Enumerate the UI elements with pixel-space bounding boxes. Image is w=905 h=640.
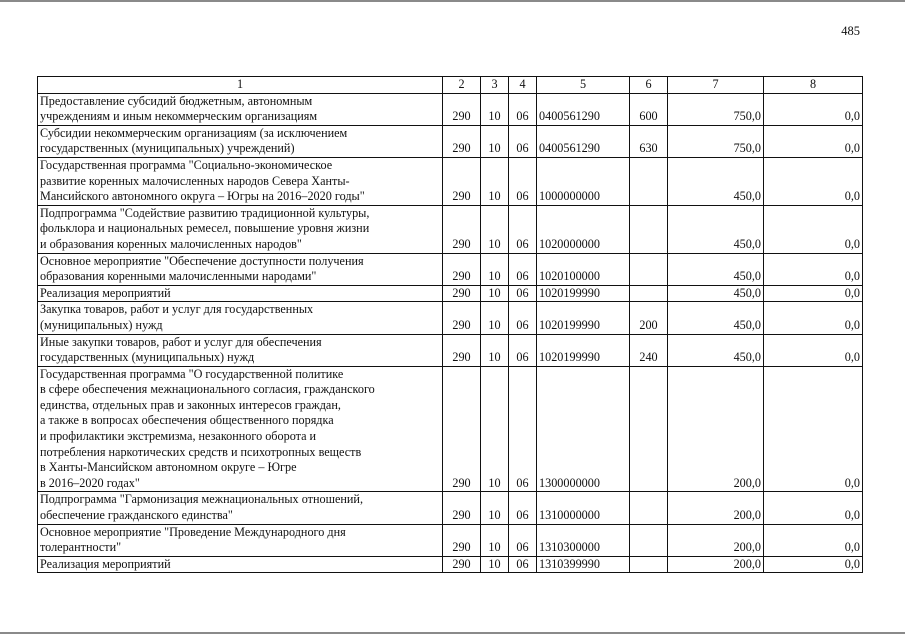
- header-col-2: 2: [443, 77, 481, 94]
- amount-alt-cell: 0,0: [764, 205, 863, 253]
- expense-type-cell: [630, 205, 668, 253]
- expense-type-cell: [630, 556, 668, 573]
- ministry-code-cell: 290: [443, 285, 481, 302]
- subsection-code-cell: 06: [509, 93, 537, 125]
- amount-cell: 200,0: [668, 556, 764, 573]
- section-code-cell: 10: [481, 556, 509, 573]
- ministry-code-cell: 290: [443, 205, 481, 253]
- amount-alt-cell: 0,0: [764, 366, 863, 492]
- item-name-cell: Подпрограмма "Содействие развитию традиционной культуры, фольклора и национальных ремесел, повышение уровня жизни и образования коренных малочисленных народов": [38, 205, 443, 253]
- expense-type-cell: 200: [630, 302, 668, 334]
- section-code-cell: 10: [481, 157, 509, 205]
- amount-alt-cell: 0,0: [764, 285, 863, 302]
- table-row: [38, 334, 863, 366]
- expense-type-cell: [630, 285, 668, 302]
- header-col-8: 8: [764, 77, 863, 94]
- target-article-cell: 0400561290: [537, 125, 630, 157]
- subsection-code-cell: 06: [509, 556, 537, 573]
- section-code-cell: 10: [481, 366, 509, 492]
- ministry-code-cell: 290: [443, 253, 481, 285]
- section-code-cell: 10: [481, 125, 509, 157]
- amount-alt-cell: 0,0: [764, 334, 863, 366]
- header-col-5: 5: [537, 77, 630, 94]
- table-row: [38, 302, 863, 334]
- target-article-cell: 0400561290: [537, 93, 630, 125]
- header-col-6: 6: [630, 77, 668, 94]
- table-row: [38, 93, 863, 125]
- ministry-code-cell: 290: [443, 157, 481, 205]
- section-code-cell: 10: [481, 524, 509, 556]
- table-row: [38, 366, 863, 492]
- expense-type-cell: 600: [630, 93, 668, 125]
- ministry-code-cell: 290: [443, 492, 481, 524]
- amount-alt-cell: 0,0: [764, 93, 863, 125]
- expense-type-cell: [630, 524, 668, 556]
- expense-type-cell: [630, 366, 668, 492]
- subsection-code-cell: 06: [509, 366, 537, 492]
- table-row: [38, 157, 863, 205]
- amount-cell: 450,0: [668, 334, 764, 366]
- section-code-cell: 10: [481, 205, 509, 253]
- section-code-cell: 10: [481, 492, 509, 524]
- amount-alt-cell: 0,0: [764, 524, 863, 556]
- table-row: [38, 205, 863, 253]
- item-name-cell: Основное мероприятие "Проведение Международного дня толерантности": [38, 524, 443, 556]
- section-code-cell: 10: [481, 93, 509, 125]
- amount-alt-cell: 0,0: [764, 157, 863, 205]
- amount-cell: 450,0: [668, 205, 764, 253]
- item-name-cell: Государственная программа "Социально-экономическое развитие коренных малочисленных народов Севера Ханты- Мансийского автономного округа – Югры на 2016–2020 годы": [38, 157, 443, 205]
- target-article-cell: 1000000000: [537, 157, 630, 205]
- ministry-code-cell: 290: [443, 302, 481, 334]
- subsection-code-cell: 06: [509, 253, 537, 285]
- amount-alt-cell: 0,0: [764, 556, 863, 573]
- target-article-cell: 1310300000: [537, 524, 630, 556]
- budget-table: [37, 76, 863, 573]
- section-code-cell: 10: [481, 285, 509, 302]
- item-name-cell: Подпрограмма "Гармонизация межнациональных отношений, обеспечение гражданского единства": [38, 492, 443, 524]
- target-article-cell: 1020000000: [537, 205, 630, 253]
- section-code-cell: 10: [481, 253, 509, 285]
- table-row: [38, 556, 863, 573]
- ministry-code-cell: 290: [443, 334, 481, 366]
- page-number: 485: [841, 24, 860, 38]
- target-article-cell: 1020199990: [537, 334, 630, 366]
- subsection-code-cell: 06: [509, 302, 537, 334]
- amount-alt-cell: 0,0: [764, 492, 863, 524]
- section-code-cell: 10: [481, 302, 509, 334]
- amount-alt-cell: 0,0: [764, 125, 863, 157]
- target-article-cell: 1300000000: [537, 366, 630, 492]
- expense-type-cell: [630, 253, 668, 285]
- subsection-code-cell: 06: [509, 492, 537, 524]
- item-name-cell: Иные закупки товаров, работ и услуг для обеспечения государственных (муниципальных) нужд: [38, 334, 443, 366]
- subsection-code-cell: 06: [509, 524, 537, 556]
- amount-cell: 450,0: [668, 285, 764, 302]
- target-article-cell: 1020199990: [537, 302, 630, 334]
- table-row: [38, 285, 863, 302]
- amount-cell: 450,0: [668, 253, 764, 285]
- header-col-1: 1: [38, 77, 443, 94]
- top-scan-rule: [0, 0, 905, 2]
- subsection-code-cell: 06: [509, 157, 537, 205]
- amount-cell: 750,0: [668, 125, 764, 157]
- target-article-cell: 1020100000: [537, 253, 630, 285]
- table-row: [38, 253, 863, 285]
- amount-alt-cell: 0,0: [764, 302, 863, 334]
- table-body: [38, 77, 863, 573]
- amount-cell: 450,0: [668, 157, 764, 205]
- amount-alt-cell: 0,0: [764, 253, 863, 285]
- item-name-cell: Закупка товаров, работ и услуг для государственных (муниципальных) нужд: [38, 302, 443, 334]
- table-row: [38, 492, 863, 524]
- section-code-cell: 10: [481, 334, 509, 366]
- target-article-cell: 1310000000: [537, 492, 630, 524]
- ministry-code-cell: 290: [443, 125, 481, 157]
- subsection-code-cell: 06: [509, 205, 537, 253]
- ministry-code-cell: 290: [443, 556, 481, 573]
- table-row: [38, 125, 863, 157]
- expense-type-cell: 630: [630, 125, 668, 157]
- ministry-code-cell: 290: [443, 93, 481, 125]
- item-name-cell: Реализация мероприятий: [38, 285, 443, 302]
- amount-cell: 200,0: [668, 524, 764, 556]
- item-name-cell: Государственная программа "О государственной политике в сфере обеспечения межнационального согласия, гражданского единства, отдельных прав и законных интересов граждан, а также в вопросах обеспечения общественного порядка и профилактики экстремизма, незаконного оборота и потребления наркотических средств и психотропных веществ в Ханты-Мансийском автономном округе – Югре в 2016–2020 годах": [38, 366, 443, 492]
- amount-cell: 750,0: [668, 93, 764, 125]
- expense-type-cell: [630, 492, 668, 524]
- target-article-cell: 1310399990: [537, 556, 630, 573]
- ministry-code-cell: 290: [443, 366, 481, 492]
- header-col-3: 3: [481, 77, 509, 94]
- table-row: [38, 524, 863, 556]
- ministry-code-cell: 290: [443, 524, 481, 556]
- item-name-cell: Реализация мероприятий: [38, 556, 443, 573]
- subsection-code-cell: 06: [509, 334, 537, 366]
- bottom-scan-rule: [0, 632, 905, 634]
- header-col-4: 4: [509, 77, 537, 94]
- target-article-cell: 1020199990: [537, 285, 630, 302]
- subsection-code-cell: 06: [509, 125, 537, 157]
- item-name-cell: Субсидии некоммерческим организациям (за исключением государственных (муниципальных) учреждений): [38, 125, 443, 157]
- item-name-cell: Предоставление субсидий бюджетным, автономным учреждениям и иным некоммерческим организациям: [38, 93, 443, 125]
- subsection-code-cell: 06: [509, 285, 537, 302]
- header-col-7: 7: [668, 77, 764, 94]
- header-row: [38, 77, 863, 94]
- item-name-cell: Основное мероприятие "Обеспечение доступности получения образования коренными малочисленными народами": [38, 253, 443, 285]
- amount-cell: 200,0: [668, 492, 764, 524]
- expense-type-cell: 240: [630, 334, 668, 366]
- amount-cell: 450,0: [668, 302, 764, 334]
- amount-cell: 200,0: [668, 366, 764, 492]
- expense-type-cell: [630, 157, 668, 205]
